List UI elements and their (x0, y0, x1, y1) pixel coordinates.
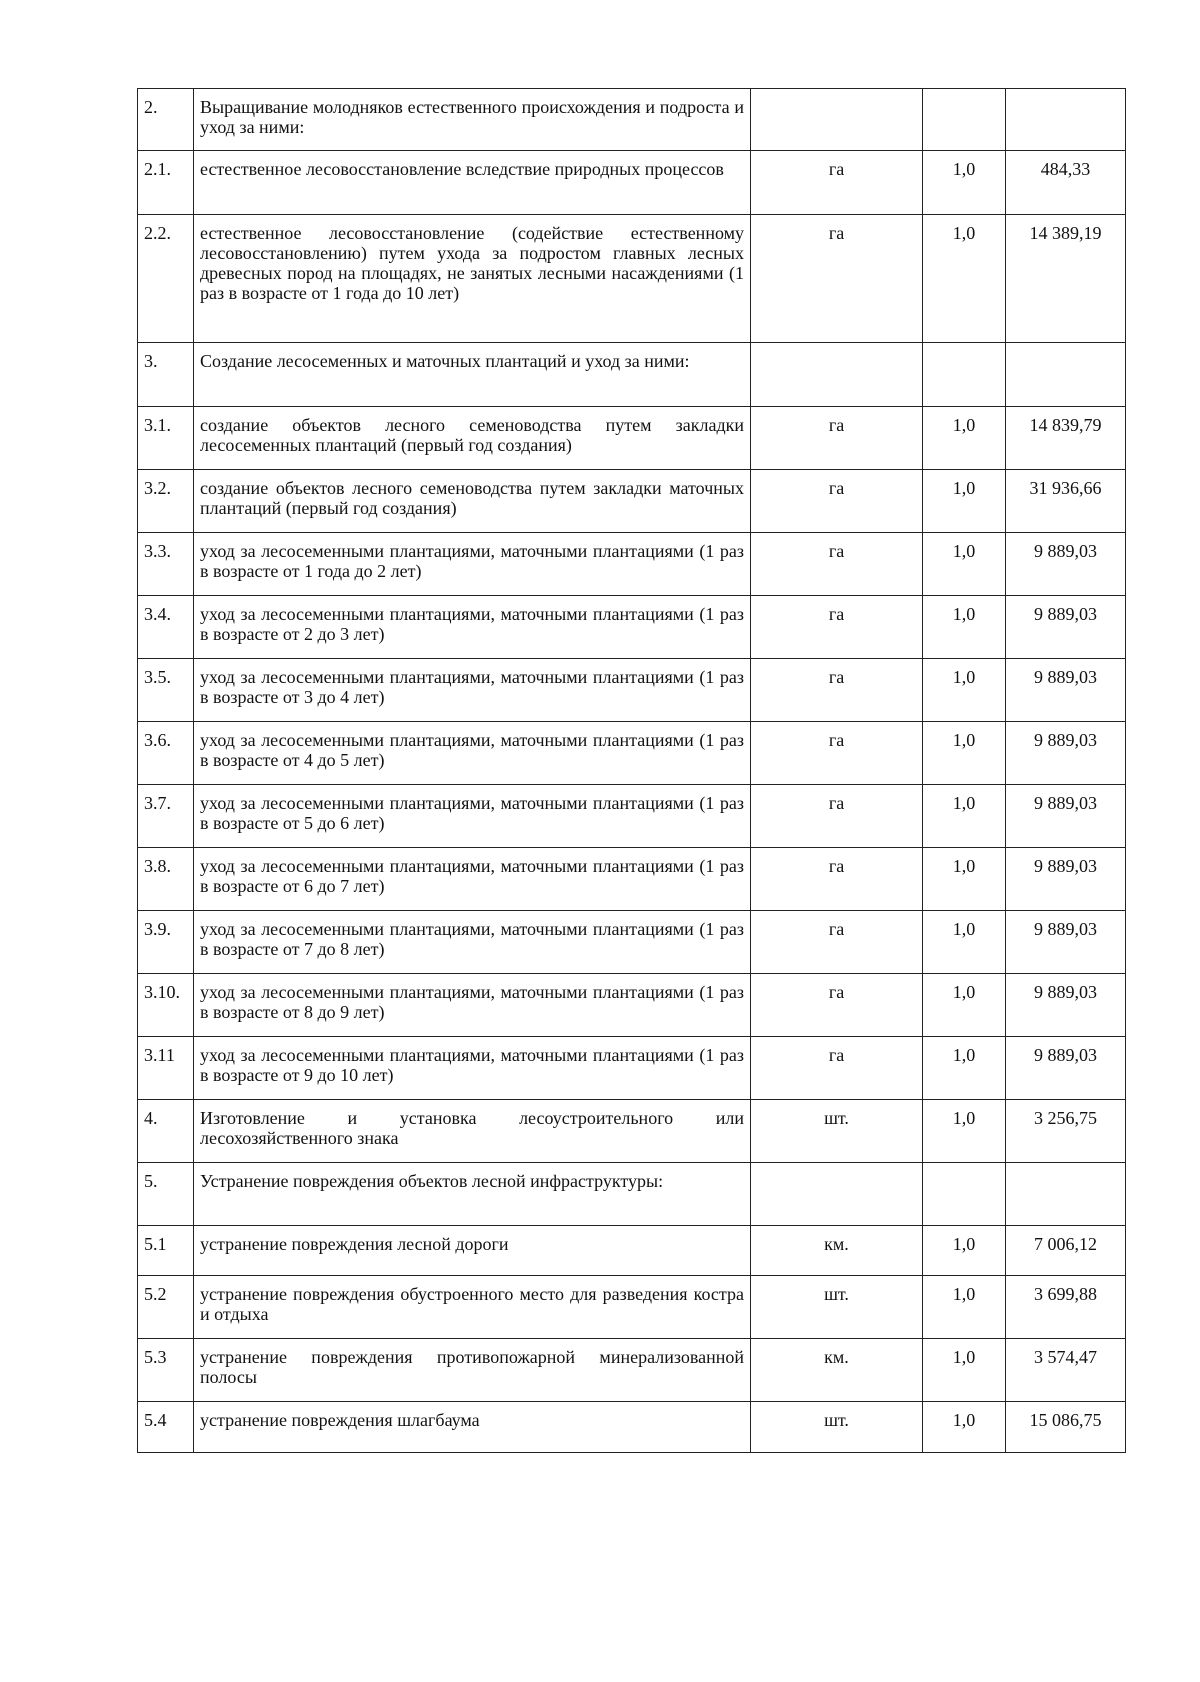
row-coefficient: 1,0 (923, 1402, 1006, 1453)
row-coefficient: 1,0 (923, 407, 1006, 470)
row-coefficient: 1,0 (923, 470, 1006, 533)
row-number: 5.2 (138, 1276, 194, 1339)
row-value (1006, 1163, 1126, 1226)
row-unit: га (751, 151, 923, 215)
table-row (138, 343, 1126, 407)
row-description: устранение повреждения лесной дороги (194, 1226, 751, 1276)
row-coefficient: 1,0 (923, 533, 1006, 596)
table-row (138, 1037, 1126, 1100)
row-number: 3.11 (138, 1037, 194, 1100)
table-row (138, 1339, 1126, 1402)
row-number: 3. (138, 343, 194, 407)
row-number: 3.8. (138, 848, 194, 911)
row-description: Изготовление и установка лесоустроительного или лесохозяйственного знака (194, 1100, 751, 1163)
row-value: 3 699,88 (1006, 1276, 1126, 1339)
row-unit: га (751, 974, 923, 1037)
row-unit: га (751, 533, 923, 596)
table-row (138, 407, 1126, 470)
row-unit: га (751, 596, 923, 659)
row-unit: шт. (751, 1402, 923, 1453)
row-description: уход за лесосеменными плантациями, маточными плантациями (1 раз в возрасте от 2 до 3 лет) (194, 596, 751, 659)
row-number: 3.6. (138, 722, 194, 785)
row-number: 3.9. (138, 911, 194, 974)
row-description: уход за лесосеменными плантациями, маточными плантациями (1 раз в возрасте от 3 до 4 лет) (194, 659, 751, 722)
row-coefficient: 1,0 (923, 596, 1006, 659)
rates-table (137, 88, 1126, 1453)
row-unit: га (751, 215, 923, 343)
row-coefficient: 1,0 (923, 215, 1006, 343)
row-coefficient: 1,0 (923, 1037, 1006, 1100)
row-coefficient: 1,0 (923, 151, 1006, 215)
row-description: Выращивание молодняков естественного происхождения и подроста и уход за ними: (194, 89, 751, 151)
row-number: 2.1. (138, 151, 194, 215)
row-unit (751, 343, 923, 407)
row-value: 9 889,03 (1006, 848, 1126, 911)
row-description: устранение повреждения обустроенного место для разведения костра и отдыха (194, 1276, 751, 1339)
row-value: 7 006,12 (1006, 1226, 1126, 1276)
row-description: естественное лесовосстановление вследствие природных процессов (194, 151, 751, 215)
row-value: 14 839,79 (1006, 407, 1126, 470)
row-value: 9 889,03 (1006, 596, 1126, 659)
row-description: Устранение повреждения объектов лесной инфраструктуры: (194, 1163, 751, 1226)
table-row (138, 848, 1126, 911)
row-number: 5. (138, 1163, 194, 1226)
row-number: 3.4. (138, 596, 194, 659)
row-coefficient: 1,0 (923, 1100, 1006, 1163)
table-row (138, 151, 1126, 215)
row-coefficient (923, 89, 1006, 151)
row-description: уход за лесосеменными плантациями, маточными плантациями (1 раз в возрасте от 6 до 7 лет) (194, 848, 751, 911)
table-row (138, 722, 1126, 785)
table-row (138, 89, 1126, 151)
row-value: 31 936,66 (1006, 470, 1126, 533)
row-description: устранение повреждения шлагбаума (194, 1402, 751, 1453)
table-row (138, 470, 1126, 533)
row-coefficient: 1,0 (923, 722, 1006, 785)
table-row (138, 974, 1126, 1037)
row-value: 9 889,03 (1006, 974, 1126, 1037)
table-row (138, 533, 1126, 596)
row-number: 3.1. (138, 407, 194, 470)
table-row (138, 911, 1126, 974)
row-number: 3.3. (138, 533, 194, 596)
row-number: 3.5. (138, 659, 194, 722)
row-value (1006, 89, 1126, 151)
table-row (138, 1226, 1126, 1276)
row-unit: га (751, 1037, 923, 1100)
table-row (138, 596, 1126, 659)
table-row (138, 1402, 1126, 1453)
row-value: 9 889,03 (1006, 659, 1126, 722)
row-unit: шт. (751, 1100, 923, 1163)
table-row (138, 1163, 1126, 1226)
row-value: 9 889,03 (1006, 785, 1126, 848)
row-description: естественное лесовосстановление (содействие естественному лесовосстановлению) путем ухода за подростом главных лесных древесных пород на площадях, не занятых лесными насаждениями (1 раз в возрасте от 1 года до 10 лет) (194, 215, 751, 343)
table-body (138, 89, 1126, 1453)
row-value: 14 389,19 (1006, 215, 1126, 343)
row-number: 5.1 (138, 1226, 194, 1276)
row-unit: шт. (751, 1276, 923, 1339)
row-value: 484,33 (1006, 151, 1126, 215)
row-number: 2.2. (138, 215, 194, 343)
row-unit (751, 89, 923, 151)
row-coefficient: 1,0 (923, 785, 1006, 848)
row-number: 3.10. (138, 974, 194, 1037)
row-description: уход за лесосеменными плантациями, маточными плантациями (1 раз в возрасте от 1 года до 2 лет) (194, 533, 751, 596)
row-description: уход за лесосеменными плантациями, маточными плантациями (1 раз в возрасте от 5 до 6 лет) (194, 785, 751, 848)
row-coefficient: 1,0 (923, 848, 1006, 911)
row-number: 2. (138, 89, 194, 151)
row-coefficient: 1,0 (923, 911, 1006, 974)
row-coefficient: 1,0 (923, 1339, 1006, 1402)
row-value (1006, 343, 1126, 407)
row-unit (751, 1163, 923, 1226)
table-row (138, 1100, 1126, 1163)
row-description: создание объектов лесного семеноводства путем закладки маточных плантаций (первый год создания) (194, 470, 751, 533)
table-row (138, 785, 1126, 848)
row-value: 9 889,03 (1006, 911, 1126, 974)
row-value: 9 889,03 (1006, 533, 1126, 596)
row-description: уход за лесосеменными плантациями, маточными плантациями (1 раз в возрасте от 8 до 9 лет) (194, 974, 751, 1037)
row-description: уход за лесосеменными плантациями, маточными плантациями (1 раз в возрасте от 4 до 5 лет) (194, 722, 751, 785)
row-number: 3.7. (138, 785, 194, 848)
row-description: уход за лесосеменными плантациями, маточными плантациями (1 раз в возрасте от 7 до 8 лет) (194, 911, 751, 974)
row-value: 15 086,75 (1006, 1402, 1126, 1453)
row-value: 3 574,47 (1006, 1339, 1126, 1402)
row-coefficient (923, 1163, 1006, 1226)
row-unit: км. (751, 1339, 923, 1402)
row-unit: га (751, 848, 923, 911)
table-row (138, 1276, 1126, 1339)
row-unit: га (751, 785, 923, 848)
row-coefficient: 1,0 (923, 1226, 1006, 1276)
row-unit: км. (751, 1226, 923, 1276)
row-number: 4. (138, 1100, 194, 1163)
table-row (138, 215, 1126, 343)
row-description: Создание лесосеменных и маточных плантаций и уход за ними: (194, 343, 751, 407)
row-unit: га (751, 911, 923, 974)
row-number: 3.2. (138, 470, 194, 533)
row-description: устранение повреждения противопожарной минерализованной полосы (194, 1339, 751, 1402)
row-coefficient (923, 343, 1006, 407)
row-unit: га (751, 659, 923, 722)
row-value: 9 889,03 (1006, 722, 1126, 785)
row-unit: га (751, 470, 923, 533)
table-row (138, 659, 1126, 722)
row-unit: га (751, 722, 923, 785)
row-number: 5.3 (138, 1339, 194, 1402)
row-value: 3 256,75 (1006, 1100, 1126, 1163)
row-description: создание объектов лесного семеноводства путем закладки лесосеменных плантаций (первый год создания) (194, 407, 751, 470)
row-number: 5.4 (138, 1402, 194, 1453)
row-coefficient: 1,0 (923, 659, 1006, 722)
row-description: уход за лесосеменными плантациями, маточными плантациями (1 раз в возрасте от 9 до 10 лет) (194, 1037, 751, 1100)
row-value: 9 889,03 (1006, 1037, 1126, 1100)
row-unit: га (751, 407, 923, 470)
row-coefficient: 1,0 (923, 1276, 1006, 1339)
row-coefficient: 1,0 (923, 974, 1006, 1037)
